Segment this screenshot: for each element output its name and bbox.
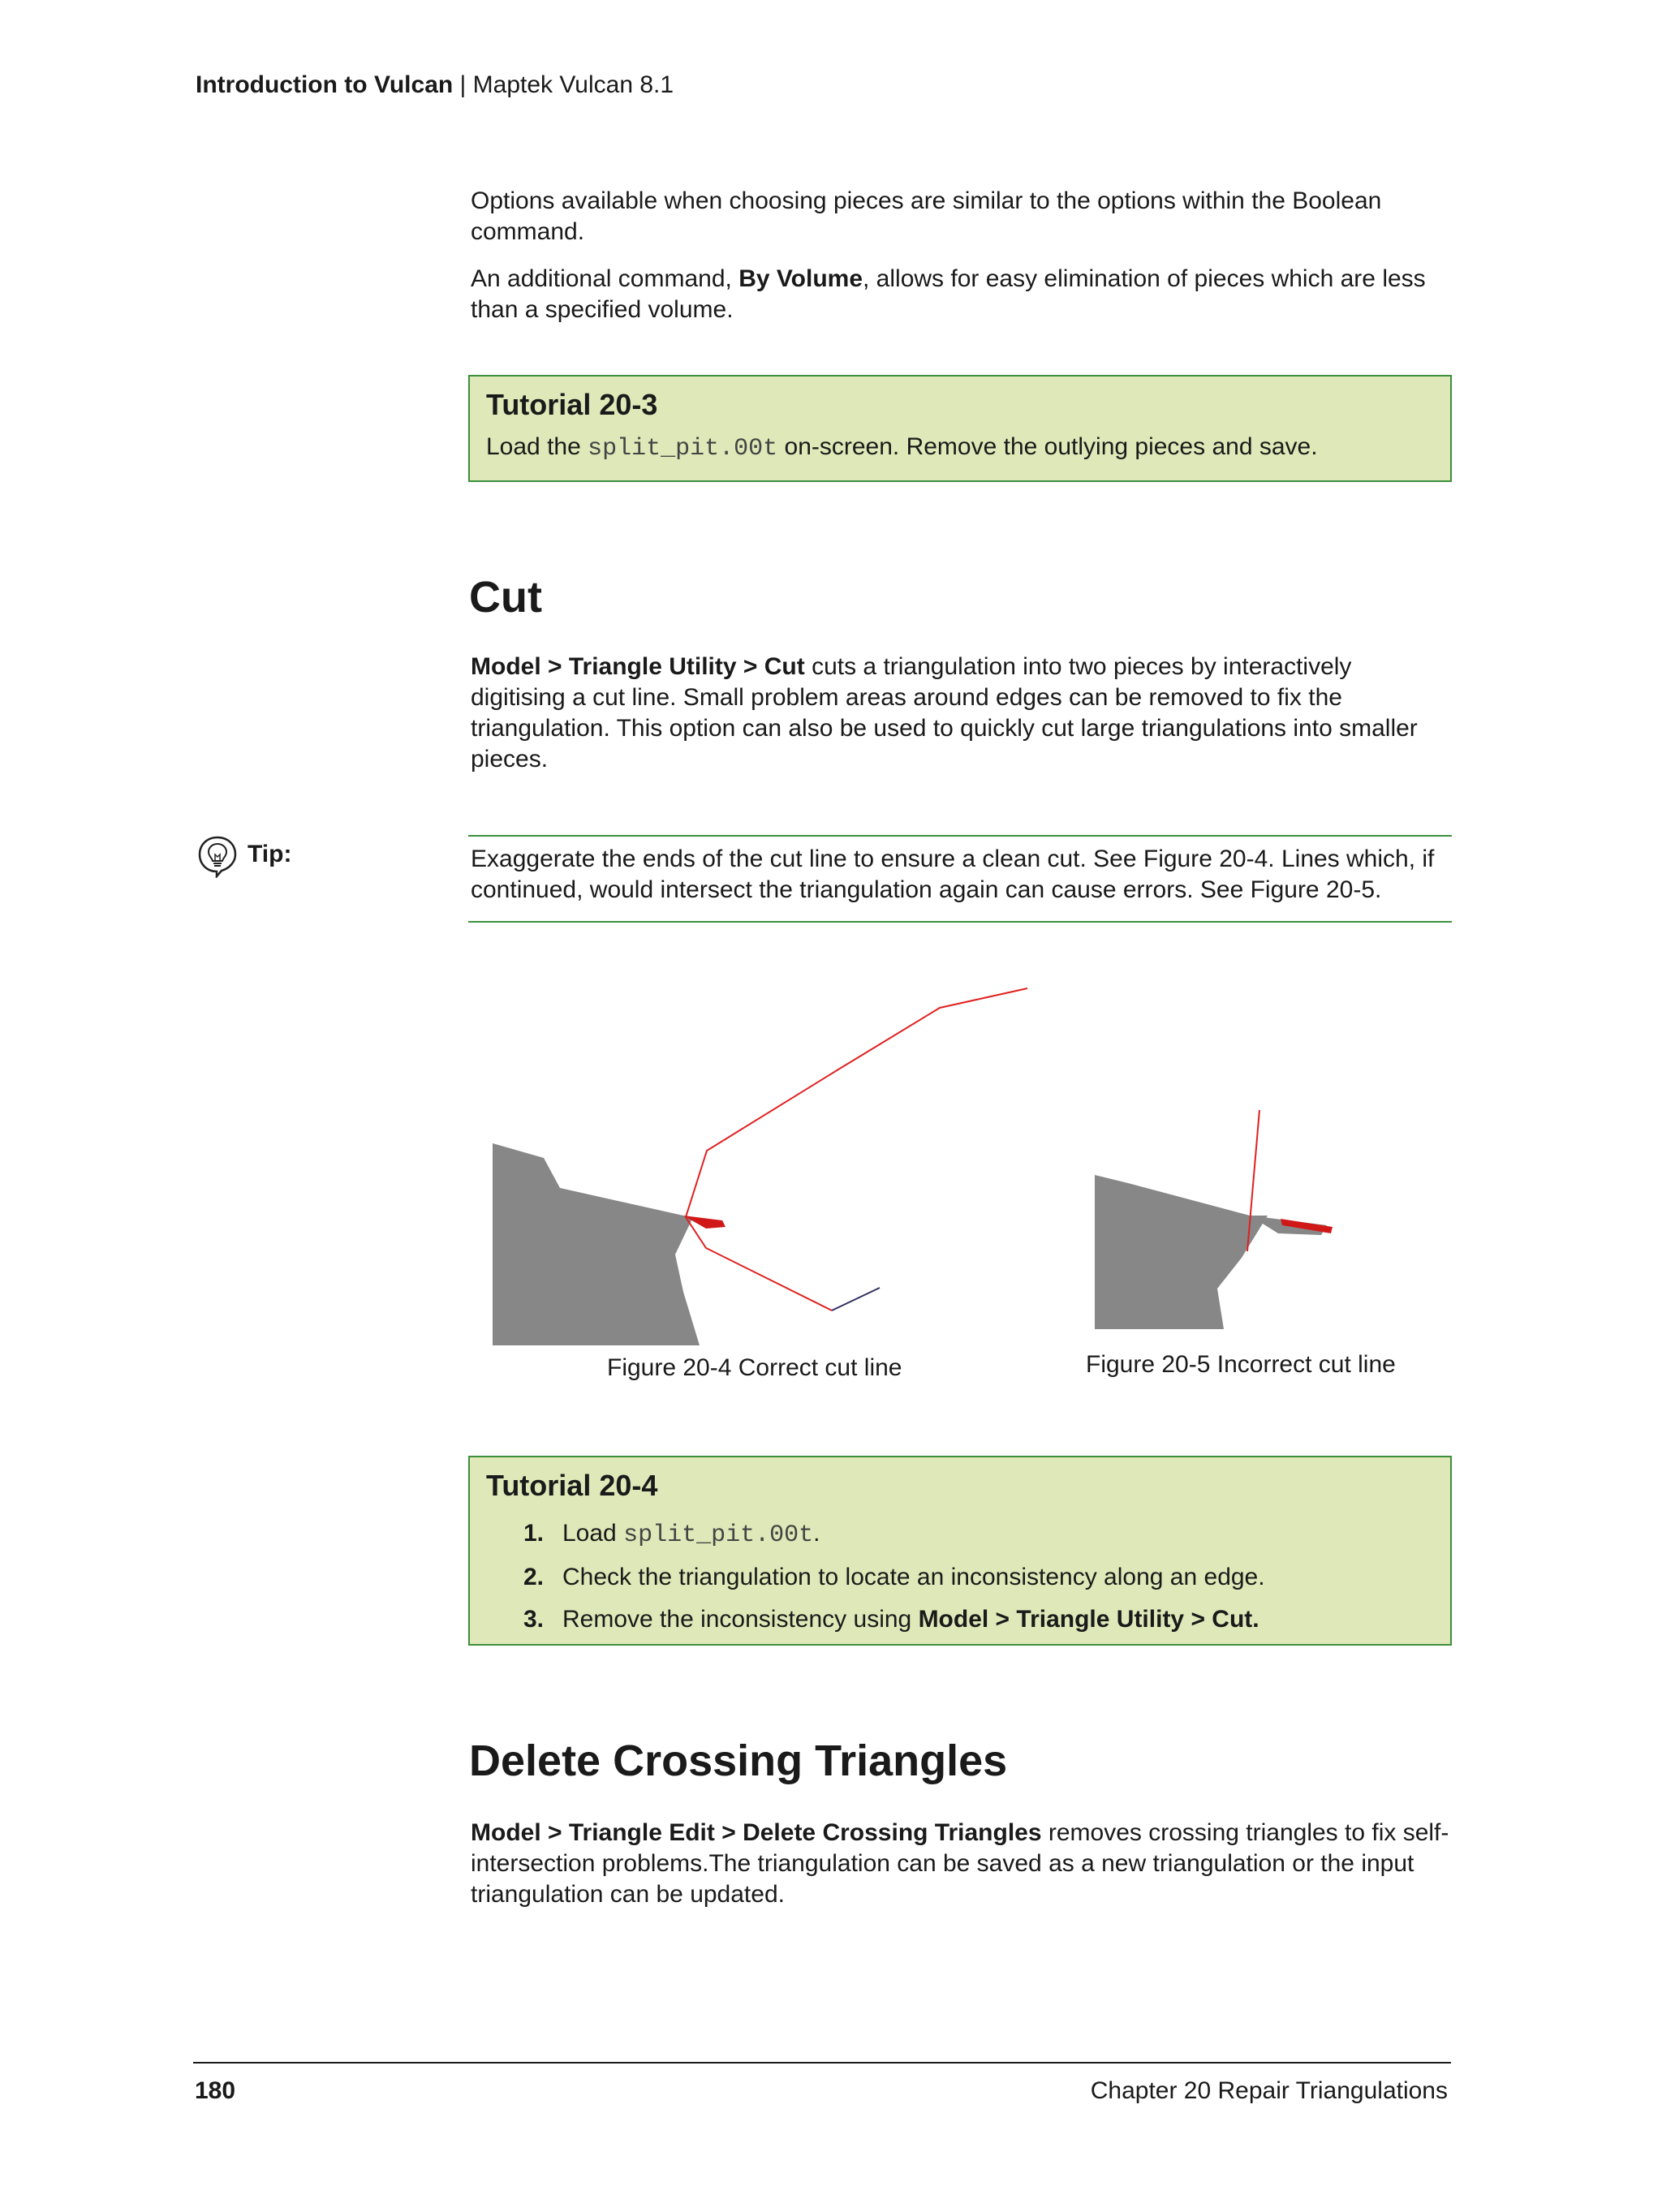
running-header [196, 71, 674, 99]
tutorial-box-20-3 [468, 375, 1452, 482]
figure-20-4-caption: Figure 20-4 Correct cut line [607, 1354, 902, 1381]
step-filename: split_pit.00t [623, 1521, 814, 1549]
cut-menu-path: Model > Triangle Utility > Cut [471, 653, 805, 680]
step-text: Check the triangulation to locate an inconsistency along an edge. [562, 1564, 1265, 1590]
tutorial-text-end: on-screen. Remove the outlying pieces and save. [777, 433, 1318, 460]
delete-crossing-paragraph [471, 1818, 1453, 1910]
lightbulb-icon [196, 834, 239, 878]
tutorial-title: Tutorial 20-3 [486, 388, 658, 421]
intro-p2-bold: By Volume [738, 265, 863, 292]
tutorial-text: Load the [486, 433, 588, 460]
step-text-end: . [813, 1520, 820, 1547]
step-number: 3. [523, 1606, 545, 1633]
fig5-surface [1095, 1175, 1268, 1329]
delete-crossing-menu-path: Model > Triangle Edit > Delete Crossing Triangles [471, 1819, 1042, 1846]
step-text: Load [562, 1520, 624, 1547]
tip-label: Tip: [248, 841, 292, 867]
delete-crossing-description [471, 1818, 1453, 1910]
tutorial-steps-list [523, 1513, 1265, 1641]
figure-20-5-caption: Figure 20-5 Incorrect cut line [1086, 1351, 1396, 1378]
intro-section [471, 186, 1453, 325]
step-menu-path: Model > Triangle Utility > Cut. [918, 1606, 1259, 1633]
step-number: 2. [523, 1564, 545, 1590]
step-number: 1. [523, 1520, 545, 1547]
tip-top-rule [468, 835, 1452, 837]
tutorial-box-20-4 [468, 1456, 1452, 1646]
intro-paragraph-2 [471, 264, 1453, 325]
fig4-cut-line-tail [832, 1288, 880, 1310]
tutorial-step [523, 1513, 1265, 1556]
cut-paragraph [471, 652, 1453, 775]
tutorial-instruction [486, 432, 1318, 464]
tutorial-step [523, 1556, 1265, 1599]
section-heading-cut: Cut [469, 573, 542, 622]
header-book-title: Introduction to Vulcan [196, 71, 454, 98]
section-heading-delete-crossing: Delete Crossing Triangles [469, 1736, 1008, 1785]
fig4-cut-line [686, 988, 1027, 1310]
header-product: | Maptek Vulcan 8.1 [459, 71, 674, 98]
page-number: 180 [195, 2077, 236, 2104]
tip-bottom-rule [468, 921, 1452, 923]
cut-text: cuts a triangulation into two pieces by interactively digitising a cut line. Small problem areas around edges can be removed to fix the triangulation. This option can also be used to quickly cut large triangulations into smaller pieces. [471, 653, 1418, 772]
delete-crossing-text: removes crossing triangles to fix self-intersection problems.The triangulation can be saved as a new triangulation or the input triangulation can be updated. [471, 1819, 1449, 1908]
figure-20-5-incorrect-cut [1079, 1095, 1371, 1339]
footer-chapter-title: Chapter 20 Repair Triangulations [1090, 2077, 1448, 2104]
tip-content [471, 844, 1453, 906]
cut-description [471, 652, 1453, 775]
intro-p2-text: An additional command, [471, 265, 739, 292]
tutorial-filename: split_pit.00t [588, 435, 778, 463]
tutorial-title: Tutorial 20-4 [486, 1469, 658, 1502]
footer-rule [193, 2062, 1451, 2064]
tip-text: Exaggerate the ends of the cut line to ensure a clean cut. See Figure 20-4. Lines which, if continued, would intersect the triangulation again can cause errors. See Figure 20-5. [471, 846, 1435, 903]
tutorial-step [523, 1599, 1265, 1641]
step-text: Remove the inconsistency using [562, 1606, 919, 1633]
figure-20-4-correct-cut [471, 974, 1055, 1355]
fig4-surface [493, 1143, 700, 1345]
intro-paragraph-1: Options available when choosing pieces are similar to the options within the Boolean command. [471, 187, 1382, 245]
intro-p2-text-end: , allows for easy elimination of pieces which are less than a specified volume. [471, 265, 1426, 323]
